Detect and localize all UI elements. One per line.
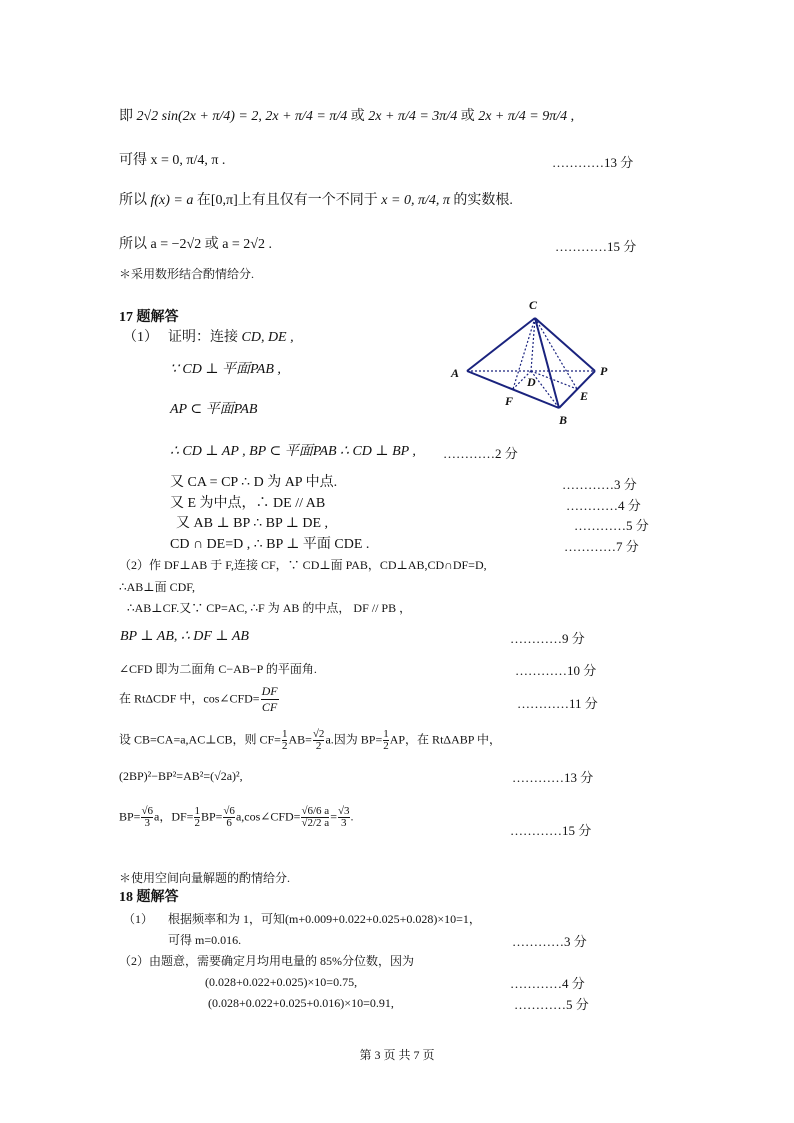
- q17-p2-b: ∴AB⊥面 CDF,: [119, 580, 195, 594]
- sqrt6-num-2: √6: [223, 805, 235, 817]
- q16-line3-c: 在[0,π]上有且仅有一个不同于: [196, 193, 378, 208]
- label-d: D: [527, 375, 536, 389]
- half-den-3: 2: [194, 817, 200, 829]
- half-num-3: 1: [194, 805, 200, 817]
- q16-line1-eq2: 2x + π/4 = π/4: [265, 109, 348, 124]
- edge-p-b: [559, 371, 595, 408]
- label-b: B: [559, 413, 568, 427]
- q17-p2-c: ∴AB⊥CF.又∵ CP=AC, ∴F 为 AB 的中点， DF // PB ，: [127, 601, 412, 615]
- q17-p2-i-b: a，DF=: [154, 809, 194, 824]
- cos-fraction-den: CF: [261, 700, 278, 714]
- q17-s1: ∵ CD ⊥ 平面PAB ,: [170, 362, 281, 377]
- sqrt6-third-fraction: [141, 806, 153, 829]
- q18-p1-score: …………3 分: [512, 934, 587, 949]
- q17-p2-a: （2）作 DF⊥AB 于 F,连接 CF，∵ CD⊥面 PAB，CD⊥AB,CD∩DF=D,: [119, 558, 487, 572]
- half-fraction-1: [282, 729, 288, 752]
- q18-p1-a: 根据频率和为 1，可知(m+0.009+0.022+0.025+0.028)×10=1，: [168, 912, 481, 926]
- pyramid-figure: [445, 296, 620, 431]
- q17-p2-d: BP ⊥ AB, ∴ DF ⊥ AB: [120, 629, 249, 644]
- q17-p2-g-c: a.因为 BP=: [325, 732, 383, 747]
- q16-line3: [119, 192, 513, 210]
- q17-s2: AP ⊂ 平面PAB: [170, 402, 258, 417]
- q16-line1-eq4: 2x + π/4 = 9π/4: [478, 109, 568, 124]
- sqrt6-sixth-fraction: [223, 806, 235, 829]
- q16-line1-prefix: 即: [119, 109, 133, 124]
- half-den-2: 2: [383, 740, 389, 752]
- q17-p2-g-d: AP，在 RtΔABP 中，: [389, 732, 502, 747]
- edge-c-a: [467, 318, 535, 371]
- q17-p2-f-text: 在 RtΔCDF 中，cos∠CFD=: [119, 691, 260, 706]
- label-p: P: [600, 364, 608, 378]
- q16-line3-e: 的实数根.: [453, 193, 513, 208]
- page-footer: 第 3 页 共 7 页: [359, 1048, 435, 1062]
- q16-line1-or1: 或: [350, 109, 365, 124]
- q17-p1-intro-text: 证明：连接: [168, 330, 238, 345]
- cc-two: 2: [316, 817, 322, 829]
- q18-p2-a: （2）由题意，需要确定月均用电量的 85%分位数，因为: [119, 954, 414, 968]
- q16-line1-eq1: 2√2 sin(2x + π/4) = 2: [136, 109, 259, 124]
- sqrt2-num: √2: [312, 728, 325, 740]
- q17-s6-score: …………5 分: [574, 518, 649, 533]
- label-e: E: [580, 389, 589, 403]
- q17-p2-e: ∠CFD 即为二面角 C−AB−P 的平面角.: [119, 662, 317, 676]
- cc-sqrt6: √6: [301, 805, 313, 817]
- half-den: 2: [281, 740, 288, 752]
- q17-s4-score: …………3 分: [562, 477, 637, 492]
- q17-p2-g-b: AB=: [288, 732, 312, 747]
- q17-p2-h-score: …………13 分: [512, 770, 594, 785]
- q17-s3-score: …………2 分: [443, 446, 518, 461]
- q18-p1-b: 可得 m=0.016.: [168, 933, 242, 947]
- q16-note: ＊采用数形结合酌情给分.: [119, 267, 255, 281]
- q17-p2-f: [119, 684, 280, 715]
- half-fraction-3: [194, 806, 200, 829]
- q18-p1-label: （1）: [123, 912, 154, 926]
- q17-p2-i-d: a,cos∠CFD=: [235, 809, 301, 824]
- q16-line2-score: …………13 分: [552, 155, 634, 170]
- q17-p1-label: （1）: [123, 330, 158, 345]
- q16-line2: 可得 x = 0, π/4, π .: [119, 153, 226, 168]
- label-a: A: [451, 366, 460, 380]
- q17-p2-i: BP= $\frac{√6}{3}$ a，DF= $\frac{1}{2}$ BP= $\frac{√6}{6}$ a,cos∠CFD= $\frac{√6/6 a}{√2/2 a}$ = $\frac{√3}{3}$ .: [119, 805, 354, 829]
- cc-six: 6: [316, 805, 322, 817]
- q17-p2-g: [119, 729, 501, 752]
- three-den: 3: [144, 817, 150, 829]
- cc-a1: a: [324, 805, 330, 817]
- q16-line4-score: …………15 分: [555, 239, 637, 254]
- cos-compound-num: √6/6 a: [301, 805, 330, 817]
- q17-p2-i-score: …………15 分: [510, 823, 592, 838]
- q16-line1-eq3: 2x + π/4 = 3π/4: [368, 109, 458, 124]
- sqrt6-num: √6: [141, 805, 153, 817]
- sqrt3-third-fraction: [338, 806, 350, 829]
- q17-p2-i-a: BP=: [119, 809, 141, 824]
- q16-line3-b: f(x) = a: [150, 193, 194, 208]
- q16-line1: 即 2√2 sin(2x + π/4) = 2, 2x + π/4 = π/4 或 2x + π/4 = 3π/4 或 2x + π/4 = 9π/4 ,: [119, 109, 575, 124]
- edge-c-b: [535, 318, 559, 408]
- q16-line1-or2: 或: [460, 109, 475, 124]
- q17-s6: 又 AB ⊥ BP ∴ BP ⊥ DE ,: [176, 516, 329, 531]
- half-fraction-2: [383, 729, 389, 752]
- edge-c-p: [535, 318, 595, 371]
- three-den-2: 3: [340, 817, 347, 829]
- q18-heading: 18 题解答: [119, 890, 179, 905]
- q17-heading: 17 题解答: [119, 310, 179, 325]
- cos-compound-den: √2/2 a: [301, 817, 330, 829]
- q17-p1-intro: [168, 329, 294, 347]
- q17-p2-g-a: 设 CB=CA=a,AC⊥CB，则 CF=: [119, 732, 281, 747]
- q17-s3: ∴ CD ⊥ AP , BP ⊂ 平面PAB ∴ CD ⊥ BP ,: [170, 444, 416, 459]
- edge-c-e: [535, 318, 577, 389]
- q17-s4: 又 CA = CP ∴ D 为 AP 中点.: [170, 475, 338, 490]
- q17-p2-i-c: BP=: [200, 809, 223, 824]
- q18-p2-b: (0.028+0.022+0.025)×10=0.75,: [205, 975, 358, 989]
- q18-p2-c-score: …………5 分: [514, 997, 589, 1012]
- q17-p2-d-score: …………9 分: [510, 631, 585, 646]
- half-num: 1: [281, 728, 288, 740]
- q17-p2-h: (2BP)²−BP²=AB²=(√2a)²,: [119, 769, 243, 783]
- half-num-2: 1: [383, 728, 389, 740]
- label-f: F: [505, 394, 514, 408]
- cos-fraction-num: DF: [261, 684, 278, 698]
- cos-fraction: [261, 684, 279, 715]
- label-c: C: [529, 298, 538, 312]
- q18-p2-b-score: …………4 分: [510, 976, 585, 991]
- q18-p2-c: (0.028+0.022+0.025+0.016)×10=0.91,: [208, 996, 394, 1010]
- q17-s5-score: …………4 分: [566, 498, 641, 513]
- q17-s7-score: …………7 分: [564, 539, 639, 554]
- q16-line4: 所以 a = −2√2 或 a = 2√2 .: [119, 237, 272, 252]
- q16-line3-a: 所以: [119, 193, 147, 208]
- q17-note: ＊使用空间向量解题的酌情给分.: [119, 871, 291, 885]
- six-den: 6: [226, 817, 232, 829]
- q16-line3-d: x = 0, π/4, π: [381, 193, 450, 208]
- q17-p2-e-score: …………10 分: [515, 663, 597, 678]
- sqrt2-half-fraction: [313, 729, 325, 752]
- sqrt3-num: √3: [337, 805, 350, 817]
- cc-sqrt2: √2: [301, 817, 313, 829]
- cc-a2: a: [324, 817, 330, 829]
- q17-p1-intro-sym: CD, DE ,: [241, 330, 294, 345]
- q17-s5: 又 E 为中点，∴ DE // AB: [170, 496, 326, 511]
- q17-p2-f-score: …………11 分: [517, 696, 598, 711]
- cos-compound-fraction: [301, 806, 329, 829]
- q17-s7: CD ∩ DE=D , ∴ BP ⊥ 平面 CDE .: [170, 537, 370, 552]
- sqrt2-den: 2: [315, 740, 322, 752]
